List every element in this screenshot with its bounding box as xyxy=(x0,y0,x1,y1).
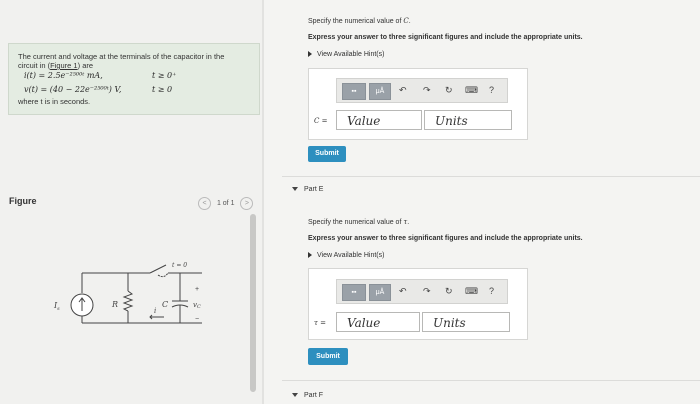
voltage-equation: v(t) = (40 − 22e⁻²⁵⁰⁰ᵗ) V, xyxy=(24,85,122,94)
figure-label: Figure xyxy=(9,196,37,206)
current-equation: i(t) = 2.5e⁻²⁵⁰⁰ᵗ mA, xyxy=(24,71,103,80)
keyboard-icon[interactable]: ⌨ xyxy=(465,286,478,296)
redo-icon[interactable]: ↷ xyxy=(423,85,431,95)
current-condition: t ≥ 0⁺ xyxy=(152,71,177,80)
section-separator xyxy=(282,176,700,177)
time-unit-note: where t is in seconds. xyxy=(18,97,91,106)
units-button[interactable]: μÅ xyxy=(369,83,391,100)
expand-triangle-icon xyxy=(308,252,312,258)
partD-math-toolbar xyxy=(336,78,508,103)
partE-math-toolbar xyxy=(336,279,508,304)
figure-pager xyxy=(198,197,253,210)
collapse-caret-icon xyxy=(292,393,298,397)
partE-instruction: Express your answer to three significant figures and include the appropriate units. xyxy=(308,235,583,242)
partE-value-input[interactable]: Value xyxy=(336,312,420,332)
next-figure-button[interactable]: > xyxy=(240,197,253,210)
current-label: i xyxy=(154,307,157,315)
partD-submit-button[interactable]: Submit xyxy=(308,146,346,162)
switch-label: t = 0 xyxy=(172,262,188,269)
help-icon[interactable]: ? xyxy=(489,85,495,95)
partE-var-label: τ = xyxy=(314,319,326,327)
section-separator xyxy=(282,380,700,381)
partE-header[interactable]: Part E xyxy=(292,186,323,193)
minus-sign: − xyxy=(195,316,200,323)
partD-instruction: Express your answer to three significant figures and include the appropriate units. xyxy=(308,34,583,41)
units-button[interactable]: μÅ xyxy=(369,284,391,301)
help-icon[interactable]: ? xyxy=(489,286,495,296)
reset-icon[interactable]: ↻ xyxy=(445,286,453,296)
plus-sign: + xyxy=(195,286,200,293)
figure-scrollbar[interactable] xyxy=(250,214,256,392)
reset-icon[interactable]: ↻ xyxy=(445,85,453,95)
figure-count: 1 of 1 xyxy=(216,200,235,208)
source-label: $I_s$ xyxy=(54,301,60,312)
resistor-label: R xyxy=(112,300,119,309)
expand-triangle-icon xyxy=(308,51,312,57)
partE-submit-button[interactable]: Submit xyxy=(308,348,348,365)
figure-link[interactable]: Figure 1 xyxy=(50,61,78,70)
partD-units-input[interactable]: Units xyxy=(424,110,512,130)
template-icon[interactable]: ▪▪ xyxy=(342,83,366,100)
keyboard-icon[interactable]: ⌨ xyxy=(465,85,478,95)
partF-header[interactable]: Part F xyxy=(292,392,323,399)
capacitor-voltage-label: vC xyxy=(193,301,201,310)
undo-icon[interactable]: ↶ xyxy=(399,286,407,296)
template-icon[interactable]: ▪▪ xyxy=(342,284,366,301)
partE-prompt: Specify the numerical value of τ. xyxy=(308,218,410,226)
partE-units-input[interactable]: Units xyxy=(422,312,510,332)
partD-prompt: Specify the numerical value of C. xyxy=(308,17,411,25)
partE-hints-toggle[interactable]: View Available Hint(s) xyxy=(308,252,384,259)
undo-icon[interactable]: ↶ xyxy=(399,85,407,95)
collapse-caret-icon xyxy=(292,187,298,191)
capacitor-label: C xyxy=(162,300,169,309)
prev-figure-button[interactable]: < xyxy=(198,197,211,210)
problem-intro: The current and voltage at the terminals of the capacitor in the circuit in (Figure 1) are xyxy=(18,52,225,70)
pane-divider[interactable] xyxy=(262,0,264,404)
redo-icon[interactable]: ↷ xyxy=(423,286,431,296)
partD-var-label: C = xyxy=(314,117,328,125)
circuit-diagram xyxy=(30,255,230,335)
partD-hints-toggle[interactable]: View Available Hint(s) xyxy=(308,51,384,58)
voltage-condition: t ≥ 0 xyxy=(152,85,173,94)
partD-value-input[interactable]: Value xyxy=(336,110,422,130)
